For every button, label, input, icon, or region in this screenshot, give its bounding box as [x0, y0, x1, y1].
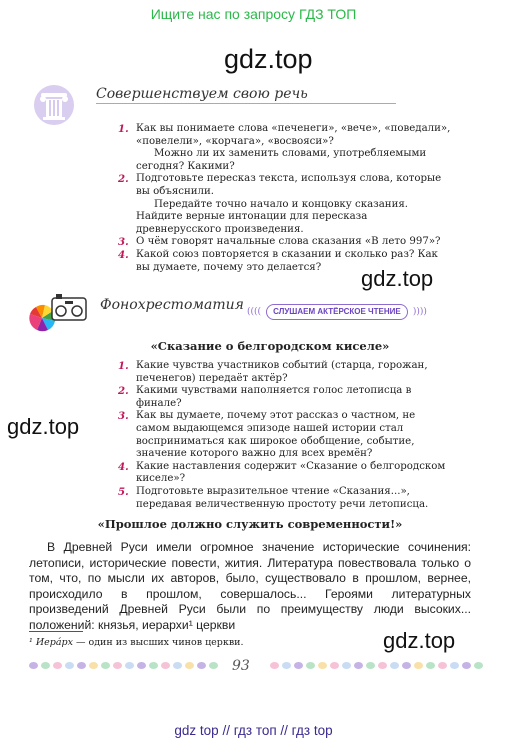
question-text: Какой союз повторяется в сказании и сколько раз? Как вы думаете, почему это делается?	[136, 248, 438, 273]
watermark: gdz.top	[224, 44, 313, 74]
question-number: 3.	[118, 236, 129, 249]
question-number: 1.	[118, 360, 129, 372]
watermark: gdz.top	[7, 414, 80, 439]
question-number: 2.	[118, 173, 129, 186]
footnote-divider	[29, 631, 83, 632]
question-item	[116, 123, 452, 173]
question-item	[116, 410, 452, 460]
listen-label-text: СЛУШАЕМ АКТЁРСКОЕ ЧТЕНИЕ	[266, 304, 408, 320]
question-item	[116, 360, 452, 385]
question-item	[116, 486, 452, 511]
question-text: Как вы понимаете слова «печенеги», «вече», «поведали», «повелели», «корчага», «восвояси»?	[136, 123, 451, 147]
question-number: 5.	[118, 485, 129, 498]
question-text: Какими чувствами наполняется голос летописца в финале?	[136, 385, 412, 409]
question-number: 4.	[118, 248, 129, 261]
radio-icon	[28, 292, 90, 334]
decorative-dots-left	[29, 662, 218, 669]
column-icon	[32, 85, 76, 125]
subsection-heading: «Сказание о белгородском киселе»	[150, 339, 390, 353]
question-item	[116, 385, 452, 410]
question-number: 2.	[118, 385, 129, 398]
question-text: Подготовьте пересказ текста, используя слова, которые вы объяснили.	[136, 173, 442, 197]
question-item	[116, 236, 452, 249]
section-title: Фонохрестоматия	[100, 297, 244, 313]
section-title: Совершенствуем свою речь	[96, 86, 308, 102]
footnote-term: Иера́рх	[35, 637, 73, 648]
bottom-banner[interactable]: gdz top // гдз топ // гдз top	[174, 723, 333, 738]
question-text: Какие наставления содержит «Сказание о белгородском киселе»?	[136, 460, 446, 485]
question-item	[116, 173, 452, 236]
question-item	[116, 461, 452, 486]
question-text: Какие чувства участников событий (старца, горожан, печенегов) передаёт актёр?	[136, 360, 428, 384]
title-underline	[96, 103, 396, 104]
footnote-text: — один из высших чинов церкви.	[72, 637, 244, 648]
question-number: 3.	[118, 410, 129, 423]
listen-label[interactable]	[247, 299, 427, 320]
footnote-mark: ¹	[29, 637, 33, 648]
page-number: 93	[232, 658, 250, 674]
decorative-dots-right	[270, 662, 483, 669]
question-subtext: Передайте точно начало и концовку сказания. Найдите верные интонации для пересказа древнерусского произведения.	[136, 198, 409, 235]
article-paragraph: В Древней Руси имели огромное значение исторические сочинения: летописи, исторические повести, жития. Литература повествовала только о том, что, по мысли их авторов, было, существовало в прошлом, вернее, происходило в прошлом, совершалось... Героями литературных произведений Древней Руси были по преимуществу люди высоких... положений: князья, иерархи¹ церкви	[29, 540, 471, 632]
sound-wave-right-icon: ))))	[412, 307, 427, 317]
question-list	[116, 360, 452, 511]
question-text: О чём говорят начальные слова сказания «В лето 997»?	[136, 236, 441, 248]
top-banner[interactable]: Ищите нас по запросу ГДЗ ТОП	[150, 6, 357, 22]
watermark: gdz.top	[361, 266, 434, 291]
question-number: 4.	[118, 460, 129, 473]
question-text: Как вы думаете, почему этот рассказ о частном, не самом выдающемся эпизоде нашей истории стал восприниматься как широкое обобщение, событие, значение которого важно для всех времён?	[136, 410, 416, 460]
sound-wave-left-icon: ((((	[247, 307, 262, 317]
question-list	[116, 123, 452, 274]
question-number: 1.	[118, 123, 129, 135]
article-heading: «Прошлое должно служить современности!»	[97, 517, 403, 531]
footnote	[29, 637, 244, 648]
watermark: gdz.top	[383, 628, 456, 653]
question-subtext: Можно ли их заменить словами, употребляемыми сегодня? Какими?	[136, 148, 427, 172]
question-text: Подготовьте выразительное чтение «Сказания...», передавая величественную простоту речи летописца.	[136, 485, 429, 510]
